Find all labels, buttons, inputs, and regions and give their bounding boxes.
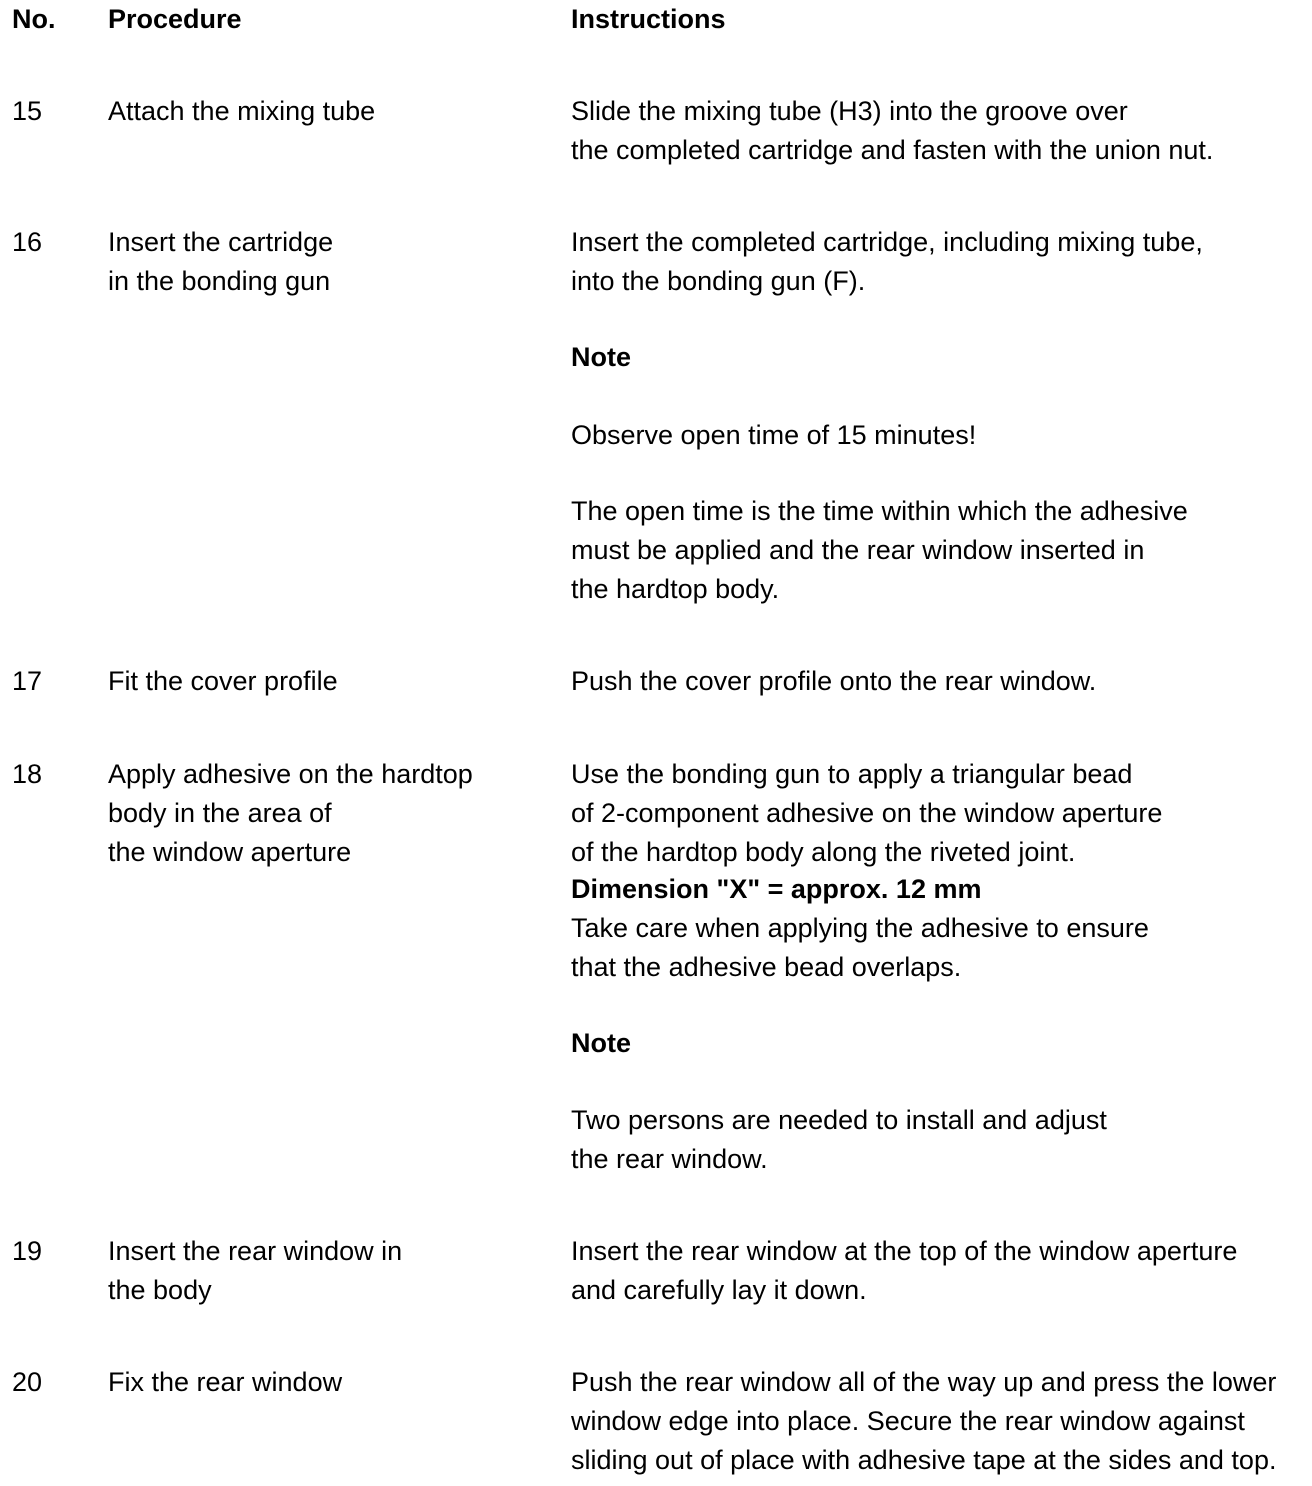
step-procedure: Apply adhesive on the hardtop [108, 759, 473, 789]
note-text: the rear window. [571, 1144, 768, 1174]
step-number: 19 [12, 1236, 43, 1266]
header-instructions: Instructions [571, 4, 726, 34]
dimension-spec: Dimension "X" = approx. 12 mm [571, 874, 982, 904]
step-procedure: Insert the cartridge [108, 227, 334, 257]
step-instruction-line: and carefully lay it down. [571, 1275, 867, 1305]
step-instruction-line: sliding out of place with adhesive tape at the sides and top. [571, 1445, 1277, 1475]
note-label: Note [571, 1028, 631, 1058]
note-text: The open time is the time within which the adhesive [571, 496, 1188, 526]
step-instruction-line: into the bonding gun (F). [571, 266, 866, 296]
step-instruction-line: Insert the rear window at the top of the window aperture [571, 1236, 1238, 1266]
note-text: the hardtop body. [571, 574, 780, 604]
step-instruction-line: Insert the completed cartridge, including mixing tube, [571, 227, 1203, 257]
step-procedure: Fit the cover profile [108, 666, 338, 696]
note-text: Observe open time of 15 minutes! [571, 420, 977, 450]
step-instruction-line: Push the rear window all of the way up and press the lower [571, 1367, 1277, 1397]
step-instruction-line: the completed cartridge and fasten with the union nut. [571, 135, 1214, 165]
note-label: Note [571, 342, 631, 372]
header-no: No. [12, 4, 56, 34]
step-procedure: Attach the mixing tube [108, 96, 376, 126]
step-instruction-line: of the hardtop body along the riveted joint. [571, 837, 1076, 867]
step-procedure: body in the area of [108, 798, 332, 828]
step-procedure: Insert the rear window in [108, 1236, 403, 1266]
step-number: 17 [12, 666, 43, 696]
step-instruction-line: window edge into place. Secure the rear window against [571, 1406, 1245, 1436]
step-procedure: the window aperture [108, 837, 352, 867]
header-procedure: Procedure [108, 4, 242, 34]
step-number: 15 [12, 96, 43, 126]
note-text: must be applied and the rear window inserted in [571, 535, 1145, 565]
note-text: Two persons are needed to install and adjust [571, 1105, 1107, 1135]
step-instruction-line: of 2-component adhesive on the window aperture [571, 798, 1163, 828]
step-procedure: in the bonding gun [108, 266, 331, 296]
step-instruction-line: Use the bonding gun to apply a triangular bead [571, 759, 1133, 789]
step-procedure: Fix the rear window [108, 1367, 343, 1397]
step-procedure: the body [108, 1275, 212, 1305]
step-instruction-line: Push the cover profile onto the rear window. [571, 666, 1097, 696]
step-number: 18 [12, 759, 43, 789]
step-number: 20 [12, 1367, 43, 1397]
step-instruction-line: Take care when applying the adhesive to ensure [571, 913, 1149, 943]
step-number: 16 [12, 227, 43, 257]
step-instruction-line: that the adhesive bead overlaps. [571, 952, 962, 982]
step-instruction-line: Slide the mixing tube (H3) into the groove over [571, 96, 1128, 126]
